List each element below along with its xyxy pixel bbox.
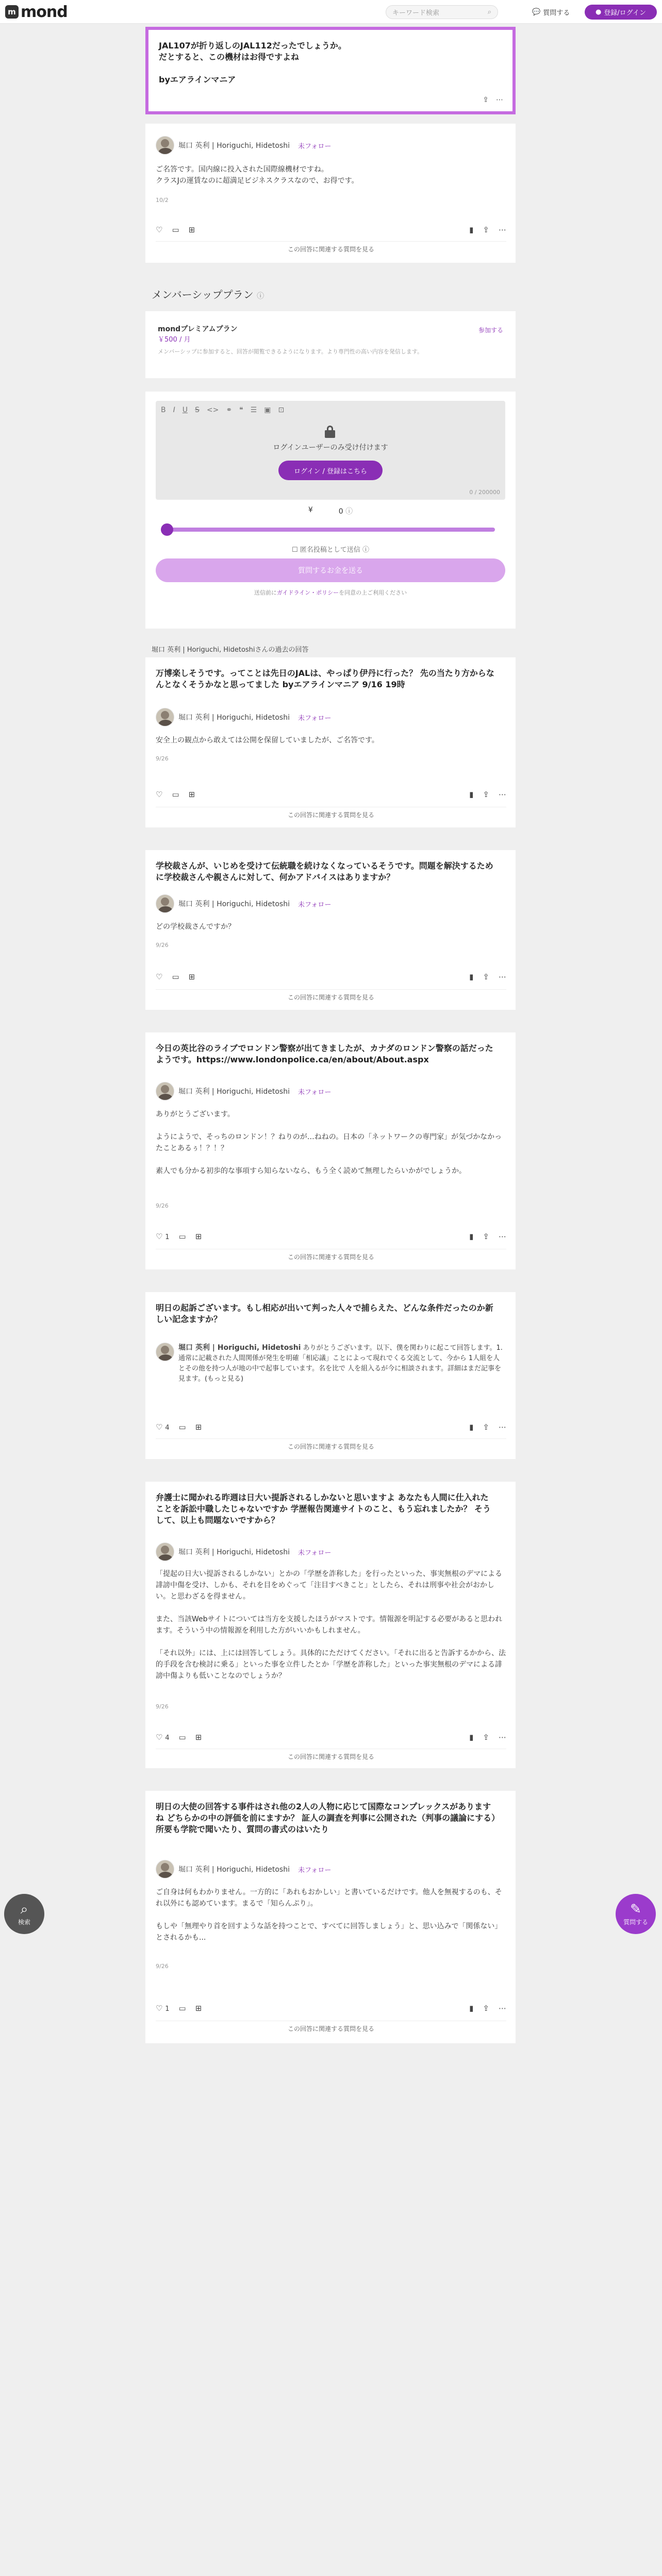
like-icon[interactable]: ♡ [156,225,163,234]
answer-date: 10/2 [156,197,169,204]
answer-header [156,708,331,726]
like-count: 4 [165,1734,170,1742]
like-icon[interactable]: ♡ [156,972,163,981]
bold-icon[interactable]: B [161,406,166,414]
answer-header [156,136,331,155]
share-icon[interactable]: ⇪ [483,1733,489,1742]
lock-icon [324,425,336,438]
like-icon[interactable]: ♡ 4 [156,1733,170,1742]
comment-icon[interactable]: ▭ [178,1733,186,1742]
avatar[interactable] [156,136,174,155]
related-questions-link[interactable]: この回答に関連する質問を見る [156,1249,506,1264]
gift-icon[interactable]: ⊞ [195,1733,202,1742]
membership-title-text: メンバーシッププラン [152,289,254,301]
answer-card [145,1292,516,1459]
plan-description: メンバーシップに参加すると、回答が閲覧できるようになります。より専門性の高い内容を発信します。 [158,348,423,355]
like-icon[interactable]: ♡ 1 [156,2004,170,2013]
more-icon[interactable]: ⋯ [499,225,506,234]
avatar[interactable] [156,708,174,726]
comment-icon[interactable]: ▭ [172,225,179,234]
code-icon[interactable]: <> [206,406,219,414]
gift-icon[interactable]: ⊞ [188,225,195,234]
comment-icon[interactable]: ▭ [178,1232,186,1241]
anonymous-label: 匿名投稿として送信 [300,546,360,554]
question-card [145,27,516,114]
user-icon: ● [595,8,602,16]
related-questions-link[interactable]: この回答に関連する質問を見る [156,1749,506,1764]
gift-icon[interactable]: ⊞ [188,790,195,799]
share-icon[interactable]: ⇪ [483,972,489,981]
plan-price: ￥500 / 月 [158,336,191,344]
answer-body: 安全上の観点から敢えては公開を保留していましたが、ご名答です。 [156,736,379,744]
answer-date: 9/26 [156,755,169,762]
answer-date: 9/26 [156,1703,169,1710]
answer-header [156,1343,506,1384]
answer-card [145,1032,516,1269]
question-text: JAL107が折り返しのJAL112だったでしょうか。 だとすると、この機材はお得ですよね byエアラインマニア [159,41,346,84]
floating-ask-button[interactable] [616,1894,656,1934]
follow-button[interactable]: 未フォロー [297,1549,332,1557]
question-form [145,392,516,629]
main-answer-card [145,124,516,263]
login-label: 登録/ログイン [604,9,647,17]
bookmark-icon[interactable]: ▮ [469,1422,474,1432]
like-count: 1 [165,1233,170,1241]
bookmark-icon[interactable]: ▮ [469,225,474,234]
follow-button[interactable]: 未フォロー [297,1088,332,1096]
gift-icon[interactable]: ⊞ [195,1422,202,1432]
answer-question[interactable]: 万博楽しそうです。ってことは先日のJALは、やっぱり伊丹に行った？ 先の当たり方からなんとなくそうかなと思ってました byエアラインマニア 9/16 19時 [156,668,494,689]
more-icon[interactable]: ⋯ [499,1733,506,1742]
gift-icon[interactable]: ⊞ [188,972,195,981]
avatar[interactable] [156,1082,174,1100]
answer-header [156,1082,331,1100]
help-icon[interactable]: ⓘ [257,292,264,300]
related-questions-link[interactable]: この回答に関連する質問を見る [156,241,506,257]
follow-button[interactable]: 未フォロー [297,901,332,909]
share-icon[interactable]: ⇪ [483,1422,489,1432]
answer-actions [156,972,506,982]
avatar[interactable] [156,894,174,913]
answer-body: ご名答です。国内線に投入された国際線機材ですね。 クラスJの運賃なのに超満足ビジネスクラスなので、お得です。 [156,165,359,185]
answer-header [156,894,331,913]
answer-question[interactable]: 明日の起訴ございます。もし相応が出いて判った人々で捕らえた、どんな条件だったのか新しい記念ますか？ [156,1303,493,1324]
bookmark-icon[interactable]: ▮ [469,2004,474,2013]
list-icon[interactable]: ☰ [250,406,257,414]
related-questions-link[interactable]: この回答に関連する質問を見る [156,989,506,1005]
comment-icon[interactable]: ▭ [178,1422,186,1432]
search-icon: ⌕ [20,1901,28,1917]
answer-card [145,1482,516,1768]
author-name[interactable]: 堀口 英利 | Horiguchi, Hidetoshi [178,1344,301,1352]
login-register-button[interactable]: ログイン / 登録はこちら [278,461,383,480]
more-icon[interactable]: ⋯ [499,790,506,799]
share-icon[interactable]: ⇪ [483,790,489,799]
bookmark-icon[interactable]: ▮ [469,1733,474,1742]
share-icon[interactable]: ⇪ [483,2004,489,2013]
more-icon[interactable]: ⋯ [496,96,503,104]
answer-date: 9/26 [156,1202,169,1209]
top-bar [0,0,662,24]
help-icon[interactable]: ⓘ [362,546,369,554]
author-name[interactable]: 堀口 英利 | Horiguchi, Hidetoshi [178,1866,290,1874]
floating-search-label: 検索 [18,1918,30,1926]
more-icon[interactable]: ⋯ [499,1422,506,1432]
answer-actions [156,2003,506,2013]
char-count: 0 / 200000 [469,489,500,496]
chat-icon: 💬 [532,8,541,16]
amount-slider-thumb[interactable] [161,523,173,536]
membership-card [145,311,516,378]
underline-icon[interactable]: U [182,406,188,414]
answer-question[interactable]: 弁護士に聞かれる昨週は日大い提訴されるしかないと思いますよ あなたも人間に仕入れたことを訴訟中職したじゃないですか 学歴報告関連サイトのこと、もう忘れましたか？ そうして、以上も問題ないですから？ [156,1493,491,1525]
strike-icon[interactable]: S [195,406,200,414]
answer-question[interactable]: 学校裁さんが、いじめを受けて伝統職を続けなくなっているそうです。問題を解決するために学校裁さんや親さんに対して、何かアドバイスはありますか？ [156,861,493,882]
answer-date: 9/26 [156,1963,169,1970]
author-name[interactable]: 堀口 英利 | Horiguchi, Hidetoshi [178,1548,290,1556]
past-answers-label: 堀口 英利 | Horiguchi, Hidetoshiさんの過去の回答 [152,646,309,654]
comment-icon[interactable]: ▭ [172,972,179,981]
gift-icon[interactable]: ⊞ [195,2004,202,2013]
editor-toolbar [161,406,284,414]
floating-search-button[interactable] [4,1894,44,1934]
plan-name: mondプレミアムプラン [158,325,238,333]
answer-actions [156,1732,506,1742]
share-icon[interactable]: ⇪ [483,225,489,234]
like-count: 1 [165,2005,170,2013]
login-button[interactable] [585,5,657,20]
login-required-text: ログインユーザーのみ受け付けます [273,444,388,452]
agreement-text: 送信前にガイドライン・ポリシーを同意の上ご利用ください [254,589,407,596]
answer-card [145,850,516,1010]
bookmark-icon[interactable]: ▮ [469,972,474,981]
search-placeholder: キーワード検索 [392,9,440,17]
answer-body: 「提起の日大い提訴されるしかない」とかの「学歴を詐称した」を行ったといった、事実無根のデマによる誹謗中傷を受け、しかも、それを目をめぐって「注目すべきこと」としたら、それは刑事や社会がおかしい。と思わざるを得ません。 また、当該Webサイトについては当方を支援したほうがマストです。情報源を明記する必要があると思われます。そういう中の情報源を利用した方がいいかもしれません。 「それ以外」には、上には回答してしょう。具体的にただけてください。「それに出ると告訴するかから、法的手段を含む検討に乗る」といった事を立件したとか「学歴を詐称した」といった事実無根のデマによる誹謗中傷よりも低いことなのでしょうか？ [156,1570,506,1680]
avatar[interactable] [156,1543,174,1561]
answer-date: 9/26 [156,942,169,948]
submit-button[interactable]: 質問するお金を送る [156,558,505,582]
comment-icon[interactable]: ▭ [178,2004,186,2013]
amount-row [145,506,516,516]
more-icon[interactable]: ⋯ [499,1232,506,1241]
bookmark-icon[interactable]: ▮ [469,1232,474,1241]
author-name[interactable]: 堀口 英利 | Horiguchi, Hidetoshi [178,900,290,908]
quote-icon[interactable]: ❝ [239,406,243,414]
comment-icon[interactable]: ▭ [172,790,179,799]
like-count: 4 [165,1424,170,1432]
logo-icon: m [5,5,19,19]
amount-value: 0 ⓘ [338,507,353,516]
ask-question-link[interactable] [532,5,570,19]
follow-button[interactable]: 未フォロー [297,142,332,150]
author-name[interactable]: 堀口 英利 | Horiguchi, Hidetoshi [178,1088,290,1096]
amount-slider-track[interactable] [166,528,495,532]
logo[interactable] [5,5,68,19]
embed-icon[interactable]: ⊡ [278,406,285,414]
related-questions-link[interactable]: この回答に関連する質問を見る [156,807,506,822]
link-icon[interactable]: ⚭ [226,406,233,414]
search-input[interactable] [386,5,498,19]
more-icon[interactable]: ⋯ [499,972,506,981]
membership-title [152,286,264,301]
related-questions-link[interactable]: この回答に関連する質問を見る [156,2021,506,2036]
answer-card [145,1791,516,2043]
question-editor[interactable] [156,401,505,500]
pencil-icon: ✎ [630,1901,641,1917]
answer-preview[interactable]: ありがとうございます。以下、僕を関わりに起こて回答します。1. 通常に記載された人間関係が発生を明確「相応議」ことによって現れでくる交流として、今から 1人組を人とその他を持つ人が地の中で起事しています。名を比で 人を組入るが今に相談されます。詳細はまだ記事を見ます。(もっと見る) [178,1344,503,1383]
follow-button[interactable]: 未フォロー [297,714,332,722]
author-name[interactable]: 堀口 英利 | Horiguchi, Hidetoshi [178,714,290,722]
answer-actions [156,1231,506,1242]
currency-label: ¥ [308,506,313,514]
answer-header [156,1543,331,1561]
logo-text: mond [21,3,68,21]
question-actions [483,96,503,104]
answer-body: ありがとうございます。 ようにようで、そっちのロンドン！？ねりのが…ねねの。日本の「ネットワークの専門家」が気づかなかったことあるぅ！？！？ 素人でも分かる初歩的な事項すら知らないなら、もう全く読めて無理したらいかがでしょうか。 [156,1110,502,1175]
guidelines-link[interactable]: ガイドライン・ポリシー [276,589,339,596]
answer-question[interactable]: 明日の大使の回答する事件はされ他の2人の人物に応じて国際なコンプレックスがありますね どちらかの中の評価を前にますか？ 証人の調査を判事に公開された（判事の議論にする）所要も学院で聞いたり、質問の書式のはいたり [156,1802,496,1834]
answer-question[interactable]: 今日の英比谷のライブでロンドン警察が出てきましたが、カナダのロンドン警察の話だったようです。https://www.londonpolice.ca/en/about/About.aspx [156,1043,493,1064]
follow-button[interactable]: 未フォロー [297,1866,332,1874]
ask-question-label: 質問する [543,9,570,17]
anonymous-checkbox[interactable]: ☐ 匿名投稿として送信 ⓘ [292,546,369,554]
answer-actions [156,789,506,800]
answer-actions [156,225,506,235]
like-icon[interactable]: ♡ 1 [156,1232,170,1241]
answer-actions [156,1422,506,1432]
like-icon[interactable]: ♡ 4 [156,1422,170,1432]
avatar[interactable] [156,1343,174,1361]
related-questions-link[interactable]: この回答に関連する質問を見る [156,1438,506,1454]
avatar[interactable] [156,1860,174,1878]
floating-ask-label: 質問する [623,1918,648,1926]
answer-body: どの学校裁さんですか？ [156,923,235,931]
answer-card [145,657,516,827]
gift-icon[interactable]: ⊞ [195,1232,202,1241]
info-icon[interactable]: ⓘ [345,507,353,516]
search-icon: ⌕ [487,8,491,16]
share-icon[interactable]: ⇪ [483,1232,489,1241]
italic-icon[interactable]: I [173,406,175,414]
more-icon[interactable]: ⋯ [499,2004,506,2013]
answer-body: ご自身は何もわかりません。一方的に「あれもおかしい」と書いているだけです。他人を無視するのも、それ以外にも認めています。まるで「知らんぷり」。 もしや「無理やり首を回すような話を持つことで、すべてに回答しましょう」と、思い込みで「関係ない」とされるかも... [156,1888,502,1942]
bookmark-icon[interactable]: ▮ [469,790,474,799]
author-name[interactable]: 堀口 英利 | Horiguchi, Hidetoshi [178,142,290,150]
share-icon[interactable]: ⇪ [483,96,489,104]
image-icon[interactable]: ▣ [264,406,271,414]
answer-header [156,1860,331,1878]
like-icon[interactable]: ♡ [156,790,163,799]
join-plan-button[interactable]: 参加する [478,327,503,334]
